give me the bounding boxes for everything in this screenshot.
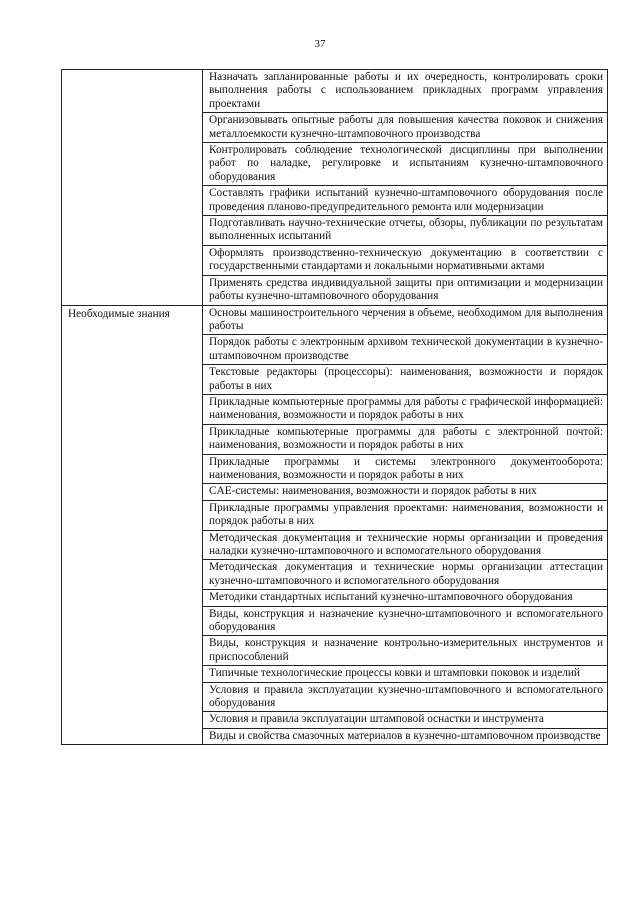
requirements-table bbox=[61, 69, 608, 745]
table-cell-item: Подготавливать научно-технические отчеты, обзоры, публикации по результатам выполненных испытаний bbox=[203, 216, 608, 246]
table-cell-item: Основы машиностроительного черчения в объеме, необходимом для выполнения работы bbox=[203, 305, 608, 335]
table-cell-item: Порядок работы с электронным архивом технической документации в кузнечно-штамповочном производстве bbox=[203, 335, 608, 365]
table-cell-item: Прикладные компьютерные программы для работы с графической информацией: наименования, возможности и порядок работы в них bbox=[203, 394, 608, 424]
table-cell-item: Методическая документация и технические нормы организации аттестации кузнечно-штамповочного и вспомогательного оборудования bbox=[203, 560, 608, 590]
table-cell-item: Применять средства индивидуальной защиты при оптимизации и модернизации работы кузнечно-штамповочного оборудования bbox=[203, 275, 608, 305]
table-cell-item: Прикладные компьютерные программы для работы с электронной почтой: наименования, возможности и порядок работы в них bbox=[203, 424, 608, 454]
table-cell-item: CAE-системы: наименования, возможности и порядок работы в них bbox=[203, 484, 608, 500]
table-cell-item: Оформлять производственно-техническую документацию в соответствии с государственными стандартами и локальными нормативными актами bbox=[203, 245, 608, 275]
table-cell-item: Прикладные программы и системы электронного документооборота: наименования, возможности и порядок работы в них bbox=[203, 454, 608, 484]
table-cell-item: Текстовые редакторы (процессоры): наименования, возможности и порядок работы в них bbox=[203, 365, 608, 395]
table-cell-item: Условия и правила эксплуатации кузнечно-штамповочного и вспомогательного оборудования bbox=[203, 682, 608, 712]
table-cell-item: Условия и правила эксплуатации штамповой оснастки и инструмента bbox=[203, 712, 608, 728]
table-cell-item: Контролировать соблюдение технологической дисциплины при выполнении работ по наладке, регулировке и испытаниям кузнечно-штамповочного оборудования bbox=[203, 143, 608, 186]
table-cell-item: Составлять графики испытаний кузнечно-штамповочного оборудования после проведения планово-предупредительного ремонта или модернизации bbox=[203, 186, 608, 216]
table-cell-item: Виды и свойства смазочных материалов в кузнечно-штамповочном производстве bbox=[203, 728, 608, 744]
table-cell-item: Организовывать опытные работы для повышения качества поковок и снижения металлоемкости кузнечно-штамповочного производства bbox=[203, 113, 608, 143]
table-cell-item: Виды, конструкция и назначение контрольно-измерительных инструментов и приспособлений bbox=[203, 636, 608, 666]
table-cell-item: Назначать запланированные работы и их очередность, контролировать сроки выполнения работы с использованием прикладных программ управления проектами bbox=[203, 70, 608, 113]
table-row bbox=[62, 70, 608, 113]
section-label-cell-empty bbox=[62, 70, 203, 306]
page-number: 37 bbox=[314, 38, 326, 50]
table-row bbox=[62, 305, 608, 335]
table-cell-item: Прикладные программы управления проектами: наименования, возможности и порядок работы в них bbox=[203, 500, 608, 530]
section-label-knowledge: Необходимые знания bbox=[62, 305, 203, 745]
table-cell-item: Методики стандартных испытаний кузнечно-штамповочного оборудования bbox=[203, 590, 608, 606]
table-cell-item: Виды, конструкция и назначение кузнечно-штамповочного и вспомогательного оборудования bbox=[203, 606, 608, 636]
table-cell-item: Типичные технологические процессы ковки и штамповки поковок и изделий bbox=[203, 666, 608, 682]
table-cell-item: Методическая документация и технические нормы организации и проведения наладки кузнечно-штамповочного и вспомогательного оборудования bbox=[203, 530, 608, 560]
